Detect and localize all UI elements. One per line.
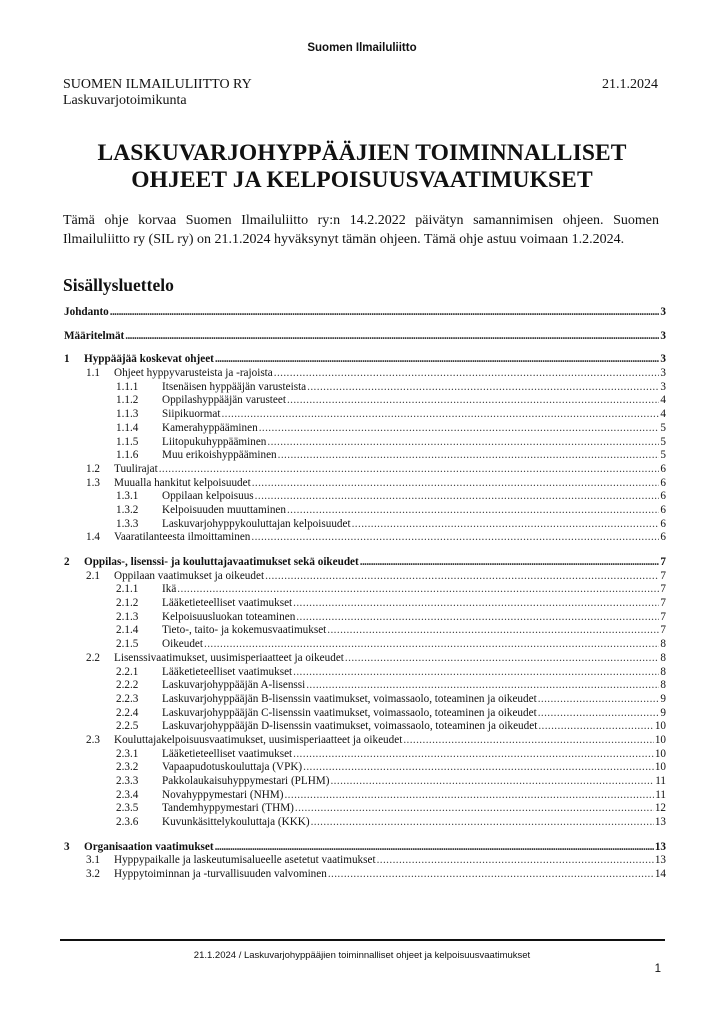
toc-entry-label: Pakkolaukaisuhyppymestari (PLHM) [162, 775, 330, 787]
dot-leader [221, 408, 659, 422]
toc-entry-page: 10 [654, 747, 666, 760]
toc-entry[interactable] [64, 490, 666, 504]
document-date: 21.1.2024 [602, 77, 658, 92]
toc-entry-label: Kouluttajakelpoisuusvaatimukset, uusimisperiaatteet ja oikeudet [114, 733, 403, 746]
toc-entry-page: 11 [655, 788, 666, 801]
dot-leader [251, 531, 659, 545]
toc-entry[interactable] [64, 775, 666, 789]
toc-entry-label: Johdanto [64, 306, 109, 318]
toc-entry-label: Oppilas-, lisenssi- ja kouluttajavaatimukset sekä oikeudet [84, 556, 359, 568]
toc-entry[interactable] [64, 748, 666, 762]
dot-leader [303, 761, 654, 775]
footer-divider [60, 939, 665, 941]
toc-entry-page: 13 [654, 854, 666, 867]
toc-entry[interactable] [64, 353, 666, 367]
toc-entry[interactable] [64, 789, 666, 803]
toc-entry-page: 4 [660, 394, 666, 407]
toc-entry-label: Organisaation vaatimukset [84, 840, 214, 853]
toc-entry-number: 1.1 [86, 367, 100, 380]
dot-leader [307, 381, 659, 395]
toc-entry[interactable] [64, 597, 666, 611]
toc-entry-label: Siipikuormat [162, 408, 221, 421]
toc-entry-page: 6 [660, 503, 666, 516]
toc-entry-page: 5 [660, 421, 666, 434]
toc-entry-number: 1.1.4 [116, 421, 139, 434]
toc-entry-number: 2 [64, 556, 70, 568]
toc-entry[interactable] [64, 854, 666, 868]
dot-leader [295, 802, 654, 816]
toc-entry-number: 1.3.3 [116, 517, 139, 530]
toc-entry-page: 7 [660, 569, 666, 582]
dot-leader [296, 611, 659, 625]
toc-entry-page: 7 [660, 556, 666, 568]
toc-entry-number: 2.2.5 [116, 720, 139, 733]
toc-entry-page: 7 [660, 610, 666, 623]
toc-entry-label: Laskuvarjohyppääjän C-lisenssin vaatimukset, voimassaolo, toteaminen ja oikeudet [162, 706, 537, 719]
dot-leader [284, 789, 654, 803]
toc-entry-number: 2.1.2 [116, 597, 139, 610]
dot-leader [110, 306, 659, 320]
toc-entry-label: Lääketieteelliset vaatimukset [162, 597, 293, 610]
toc-entry[interactable] [64, 531, 666, 545]
organization-block [63, 77, 252, 109]
dot-leader [345, 652, 659, 666]
toc-entry-number: 1.4 [86, 531, 100, 544]
toc-entry-page: 13 [654, 816, 666, 829]
dot-leader [538, 720, 654, 734]
toc-entry[interactable] [64, 306, 666, 320]
toc-entry-label: Oppilaan kelpoisuus [162, 490, 254, 503]
toc-entry[interactable] [64, 436, 666, 450]
dot-leader [538, 707, 659, 721]
dot-leader [274, 367, 659, 381]
toc-entry-label: Vapaapudotuskouluttaja (VPK) [162, 761, 303, 774]
dot-leader [215, 353, 659, 367]
toc-entry-number: 2.2.3 [116, 692, 139, 705]
committee-name: Laskuvarjotoimikunta [63, 93, 187, 108]
toc-entry-number: 2.1.1 [116, 583, 139, 596]
toc-entry[interactable] [64, 463, 666, 477]
toc-entry-page: 5 [660, 435, 666, 448]
toc-entry-page: 3 [660, 367, 666, 380]
toc-entry[interactable] [64, 381, 666, 395]
toc-entry-number: 2.3.5 [116, 802, 139, 815]
dot-leader [352, 518, 659, 532]
dot-leader [330, 775, 654, 789]
toc-entry[interactable] [64, 868, 666, 882]
toc-entry-label: Kelpoisuusluokan toteaminen [162, 610, 296, 623]
toc-entry-number: 2.1.3 [116, 610, 139, 623]
dot-leader [252, 477, 659, 491]
dot-leader [215, 841, 654, 855]
toc-entry-number: 3.2 [86, 868, 100, 881]
toc-entry-label: Tieto-, taito- ja kokemusvaatimukset [162, 624, 327, 637]
toc-entry[interactable] [64, 477, 666, 491]
dot-leader [403, 734, 653, 748]
toc-entry[interactable] [64, 761, 666, 775]
toc-entry-page: 8 [660, 651, 666, 664]
toc-entry-page: 10 [654, 733, 666, 746]
dot-leader [327, 624, 659, 638]
toc-entry[interactable] [64, 841, 666, 855]
toc-entry[interactable] [64, 693, 666, 707]
toc-entry-label: Itsenäisen hyppääjän varusteista [162, 380, 307, 393]
toc-entry-page: 7 [660, 583, 666, 596]
table-of-contents [64, 306, 666, 882]
toc-entry[interactable] [64, 720, 666, 734]
toc-entry-label: Laskuvarjohyppääjän B-lisenssin vaatimukset, voimassaolo, toteaminen ja oikeudet [162, 692, 537, 705]
toc-entry-number: 3 [64, 840, 70, 853]
toc-entry-number: 3.1 [86, 854, 100, 867]
toc-entry-label: Lääketieteelliset vaatimukset [162, 747, 293, 760]
toc-entry-label: Kamerahyppääminen [162, 421, 258, 434]
toc-entry[interactable] [64, 422, 666, 436]
toc-entry-number: 2.3.3 [116, 775, 139, 787]
toc-entry-label: Tandemhyppymestari (THM) [162, 802, 294, 815]
toc-entry-page: 12 [654, 802, 666, 815]
toc-entry-label: Liitopukuhyppääminen [162, 435, 267, 448]
dot-leader [125, 330, 659, 344]
dot-leader [328, 868, 654, 882]
dot-leader [259, 422, 659, 436]
toc-entry-page: 7 [660, 624, 666, 637]
toc-entry-label: Laskuvarjohyppääjän D-lisenssin vaatimukset, voimassaolo, toteaminen ja oikeudet [162, 720, 538, 733]
toc-entry-page: 6 [660, 531, 666, 544]
organization-name: SUOMEN ILMAILULIITTO RY [63, 77, 252, 92]
document-title [0, 140, 724, 194]
toc-entry-label: Lääketieteelliset vaatimukset [162, 665, 293, 678]
toc-entry[interactable] [64, 583, 666, 597]
toc-entry-number: 2.1.5 [116, 638, 139, 651]
toc-entry-page: 8 [660, 665, 666, 678]
toc-entry-number: 1.3.1 [116, 490, 139, 503]
toc-entry-page: 6 [660, 490, 666, 503]
toc-entry-page: 14 [654, 868, 666, 881]
toc-entry[interactable] [64, 570, 666, 584]
dot-leader [278, 449, 659, 463]
toc-entry-page: 6 [660, 476, 666, 489]
toc-entry-number: 2.2.1 [116, 665, 139, 678]
toc-entry-number: 2.2.4 [116, 706, 139, 719]
title-line-1: LASKUVARJOHYPPÄÄJIEN TOIMINNALLISET [97, 140, 627, 166]
toc-entry[interactable] [64, 504, 666, 518]
toc-entry-label: Laskuvarjohyppääjän A-lisenssi [162, 679, 306, 692]
toc-entry-label: Tuulirajat [114, 462, 158, 475]
toc-entry-number: 2.3.2 [116, 761, 139, 774]
running-header: Suomen Ilmailuliitto [307, 42, 417, 54]
footer-text: 21.1.2024 / Laskuvarjohyppääjien toiminnalliset ohjeet ja kelpoisuusvaatimukset [193, 950, 531, 961]
toc-entry-label: Muu erikoishyppääminen [162, 449, 277, 462]
toc-entry-label: Oppilaan vaatimukset ja oikeudet [114, 569, 265, 582]
toc-entry-page: 10 [654, 761, 666, 774]
dot-leader [360, 556, 659, 570]
toc-entry-number: 2.2 [86, 651, 100, 664]
toc-entry[interactable] [64, 816, 666, 830]
toc-entry[interactable] [64, 367, 666, 381]
toc-entry-number: 2.3.6 [116, 816, 139, 829]
toc-entry-number: 1 [64, 353, 70, 366]
toc-entry-label: Oppilashyppääjän varusteet [162, 394, 286, 407]
intro-paragraph: Tämä ohje korvaa Suomen Ilmailuliitto ry:n 14.2.2022 päivätyn samannimisen ohjeen. Suomen Ilmailuliitto ry (SIL ry) on 21.1.2024 hyväksynyt tämän ohjeen. Tämä ohje astuu voimaan 1.2.2024. [63, 213, 659, 247]
toc-entry[interactable] [64, 330, 666, 344]
dot-leader [287, 394, 659, 408]
toc-entry-number: 2.3.4 [116, 788, 139, 801]
toc-entry[interactable] [64, 666, 666, 680]
toc-entry-label: Ohjeet hyppyvarusteista ja -rajoista [114, 367, 273, 380]
page-number: 1 [654, 963, 661, 975]
dot-leader [377, 854, 654, 868]
toc-entry-label: Muualla hankitut kelpoisuudet [114, 476, 251, 489]
toc-entry-number: 2.2.2 [116, 679, 139, 692]
toc-entry-page: 13 [654, 840, 666, 853]
toc-entry[interactable] [64, 394, 666, 408]
toc-entry-page: 3 [660, 353, 666, 366]
dot-leader [287, 504, 659, 518]
toc-entry-label: Novahyppymestari (NHM) [162, 788, 284, 801]
toc-entry-page: 3 [660, 329, 666, 342]
toc-entry[interactable] [64, 611, 666, 625]
toc-entry[interactable] [64, 734, 666, 748]
toc-entry[interactable] [64, 556, 666, 570]
toc-entry[interactable] [64, 679, 666, 693]
dot-leader [204, 638, 659, 652]
dot-leader [293, 597, 659, 611]
toc-entry-number: 1.2 [86, 462, 100, 475]
dot-leader [255, 490, 659, 504]
toc-entry-number: 1.1.1 [116, 380, 139, 393]
dot-leader [159, 463, 659, 477]
toc-entry[interactable] [64, 707, 666, 721]
toc-entry[interactable] [64, 638, 666, 652]
toc-entry[interactable] [64, 652, 666, 666]
dot-leader [177, 583, 659, 597]
toc-entry-page: 9 [660, 692, 666, 705]
dot-leader [306, 679, 659, 693]
toc-entry-label: Oikeudet [162, 638, 204, 651]
toc-entry[interactable] [64, 624, 666, 638]
dot-leader [293, 748, 654, 762]
toc-entry-page: 10 [654, 720, 666, 733]
toc-entry-page: 6 [660, 517, 666, 530]
toc-entry-label: Lisenssivaatimukset, uusimisperiaatteet ja oikeudet [114, 651, 344, 664]
toc-entry-page: 8 [660, 638, 666, 651]
toc-entry-label: Kelpoisuuden muuttaminen [162, 503, 286, 516]
title-line-2: OHJEET JA KELPOISUUSVAATIMUKSET [131, 167, 593, 193]
toc-entry-label: Ikä [162, 583, 177, 596]
toc-entry-page: 3 [660, 306, 666, 318]
toc-entry-number: 2.3 [86, 733, 100, 746]
toc-entry-number: 2.1.4 [116, 624, 139, 637]
toc-entry[interactable] [64, 518, 666, 532]
toc-entry-label: Hyppääjää koskevat ohjeet [84, 353, 214, 366]
toc-entry-page: 3 [660, 380, 666, 393]
toc-entry-page: 6 [660, 462, 666, 475]
toc-entry-label: Määritelmät [64, 329, 125, 342]
toc-entry[interactable] [64, 802, 666, 816]
toc-entry-page: 5 [660, 449, 666, 462]
toc-entry-number: 1.3 [86, 476, 100, 489]
toc-entry-page: 4 [660, 408, 666, 421]
toc-entry-page: 11 [655, 775, 666, 787]
toc-entry-page: 7 [660, 597, 666, 610]
toc-entry-number: 1.1.5 [116, 435, 139, 448]
toc-entry-label: Laskuvarjohyppykouluttajan kelpoisuudet [162, 517, 351, 530]
toc-entry[interactable] [64, 449, 666, 463]
toc-entry-number: 1.1.2 [116, 394, 139, 407]
toc-entry-number: 2.1 [86, 569, 100, 582]
dot-leader [311, 816, 654, 830]
toc-entry-label: Kuvunkäsittelykouluttaja (KKK) [162, 816, 310, 829]
toc-heading: Sisällysluettelo [63, 275, 174, 295]
toc-entry-page: 8 [660, 679, 666, 692]
dot-leader [267, 436, 659, 450]
dot-leader [538, 693, 659, 707]
toc-entry-label: Vaaratilanteesta ilmoittaminen [114, 531, 251, 544]
toc-entry-number: 1.3.2 [116, 503, 139, 516]
dot-leader [293, 666, 659, 680]
toc-entry[interactable] [64, 408, 666, 422]
toc-entry-number: 1.1.3 [116, 408, 139, 421]
toc-entry-page: 9 [660, 706, 666, 719]
toc-entry-number: 1.1.6 [116, 449, 139, 462]
dot-leader [265, 570, 659, 584]
toc-entry-number: 2.3.1 [116, 747, 139, 760]
toc-entry-label: Hyppytoiminnan ja -turvallisuuden valvominen [114, 868, 327, 881]
toc-entry-label: Hyppypaikalle ja laskeutumisalueelle asetetut vaatimukset [114, 854, 376, 867]
